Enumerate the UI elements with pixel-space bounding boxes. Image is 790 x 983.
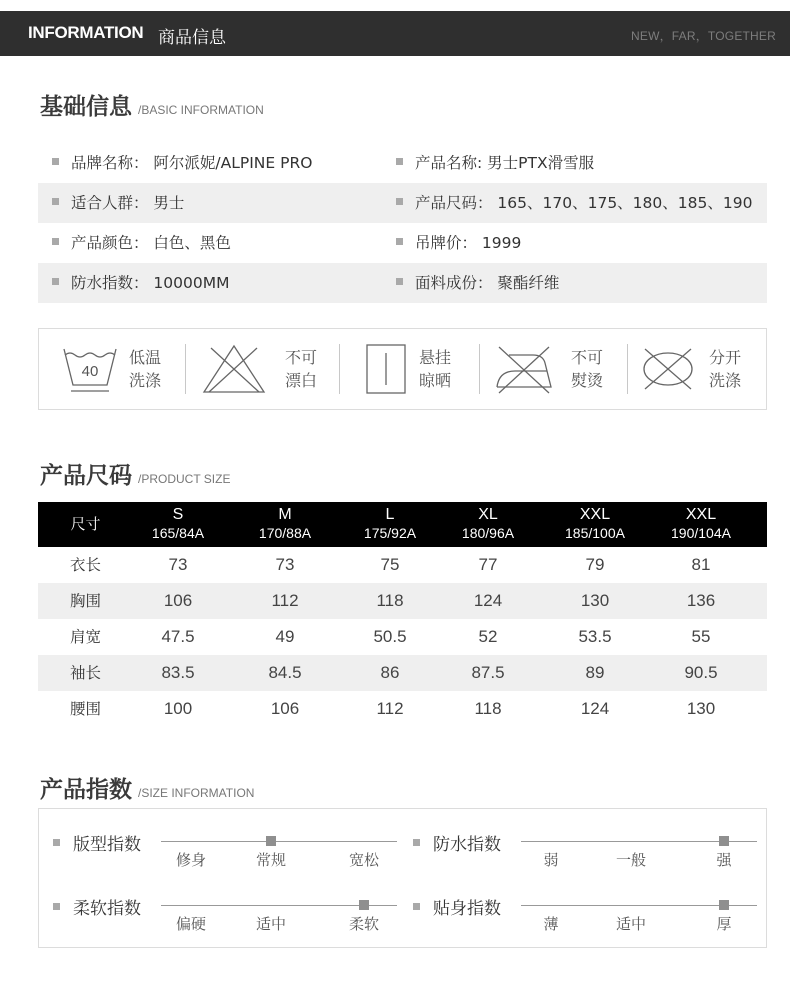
info-cell (396, 223, 521, 263)
bullet-icon (396, 238, 403, 245)
row-label: 胸围 (69, 592, 101, 610)
index-title: 防水指数 (433, 835, 501, 855)
table-row (38, 547, 767, 583)
table-cell: 81 (691, 555, 711, 574)
size-heading (40, 457, 230, 490)
table-cell: 86 (380, 663, 400, 682)
bullet-icon (52, 198, 59, 205)
index-heading-cn: 产品指数 (40, 777, 132, 803)
index-scale-label: 柔软 (348, 915, 379, 933)
bullet-icon (52, 158, 59, 165)
info-text: 产品颜色： 白色、黑色 (71, 234, 231, 252)
index-scale-label: 偏硬 (175, 915, 206, 933)
info-row (38, 263, 767, 303)
no-iron-icon (493, 341, 555, 397)
table-row (38, 655, 767, 691)
wash-40-icon (61, 341, 119, 397)
basic-info-heading-en: /BASIC INFORMATION (138, 103, 264, 117)
size-column-header: XL 180/96A (461, 506, 515, 541)
row-label: 肩宽 (69, 628, 101, 646)
bullet-icon (52, 278, 59, 285)
table-row (38, 691, 767, 727)
size-column-header: XXL 190/104A (671, 506, 731, 541)
no-bleach-icon (201, 342, 267, 396)
table-cell: 53.5 (578, 627, 612, 646)
row-label: 衣长 (69, 556, 101, 574)
index-scale-label: 适中 (255, 915, 286, 933)
table-cell: 73 (168, 555, 188, 574)
info-row (38, 183, 767, 223)
info-cell (52, 223, 231, 263)
index-item (399, 809, 759, 873)
care-label: 分开 洗涤 (709, 348, 742, 390)
table-row (38, 583, 767, 619)
index-panel (38, 808, 767, 948)
index-scale-label: 强 (716, 851, 732, 869)
info-text: 吊牌价： 1999 (415, 234, 522, 252)
care-item-low-temp-wash (61, 329, 201, 409)
care-label: 悬挂 晾晒 (419, 348, 452, 390)
table-cell: 50.5 (373, 627, 407, 646)
index-heading-en: /SIZE INFORMATION (138, 786, 255, 800)
index-level-marker (719, 900, 729, 910)
basic-info-heading-cn: 基础信息 (40, 94, 132, 120)
divider (627, 344, 628, 394)
size-column-header: S 165/84A (151, 506, 205, 541)
info-text: 适合人群： 男士 (71, 194, 185, 212)
header-label: 尺寸 (70, 515, 101, 533)
table-cell: 124 (473, 591, 503, 610)
care-label: 低温 洗涤 (129, 348, 162, 390)
table-cell: 124 (580, 699, 610, 718)
table-cell: 83.5 (161, 663, 195, 682)
index-scale-label: 厚 (716, 915, 732, 933)
index-title: 版型指数 (73, 835, 141, 855)
wash-temp-number: 40 (81, 363, 99, 380)
info-text: 品牌名称： 阿尔派妮/ALPINE PRO (71, 154, 313, 172)
table-cell: 52 (478, 627, 498, 646)
size-column-header: M 170/88A (258, 506, 312, 541)
info-cell (396, 143, 594, 183)
table-cell: 100 (163, 699, 193, 718)
index-title: 贴身指数 (433, 899, 501, 919)
table-cell: 112 (376, 699, 404, 718)
index-scale-label: 薄 (543, 915, 559, 933)
bullet-icon (53, 903, 60, 910)
divider (185, 344, 186, 394)
banner-title-en: INFORMATION (28, 23, 144, 42)
index-scale-label: 弱 (543, 851, 559, 869)
index-scale-label: 一般 (615, 851, 646, 869)
bullet-icon (396, 278, 403, 285)
info-text: 产品尺码： 165、170、175、180、185、190 (415, 194, 753, 212)
info-cell (52, 143, 312, 183)
info-row (38, 143, 767, 183)
table-cell: 79 (585, 555, 605, 574)
table-cell: 106 (163, 591, 193, 610)
top-banner (0, 11, 790, 56)
index-level-marker (359, 900, 369, 910)
info-text: 产品名称: 男士PTX滑雪服 (415, 154, 595, 172)
size-table-header (38, 502, 767, 547)
table-cell: 130 (686, 699, 716, 718)
divider (339, 344, 340, 394)
hang-dry-icon (363, 341, 409, 397)
table-row (38, 619, 767, 655)
table-cell: 55 (691, 627, 711, 646)
table-cell: 106 (270, 699, 300, 718)
size-column-header: L 175/92A (363, 506, 417, 541)
info-cell (396, 183, 752, 223)
basic-info-table (38, 143, 767, 303)
bullet-icon (413, 839, 420, 846)
bullet-icon (396, 198, 403, 205)
care-label: 不可 熨烫 (571, 348, 604, 390)
table-cell: 118 (474, 699, 502, 718)
size-heading-en: /PRODUCT SIZE (138, 472, 231, 486)
bullet-icon (53, 839, 60, 846)
size-heading-cn: 产品尺码 (40, 463, 132, 489)
info-row (38, 223, 767, 263)
care-item-no-iron (493, 329, 633, 409)
care-instructions (38, 328, 767, 410)
info-cell (52, 263, 229, 303)
care-item-no-bleach (199, 329, 349, 409)
index-scale-line (161, 841, 397, 842)
bullet-icon (413, 903, 420, 910)
care-item-hang-dry (359, 329, 499, 409)
table-cell: 75 (380, 555, 400, 574)
table-cell: 77 (478, 555, 498, 574)
index-item (39, 873, 399, 937)
row-label: 袖长 (69, 664, 101, 682)
table-cell: 84.5 (268, 663, 302, 682)
index-scale-label: 修身 (175, 851, 206, 869)
size-table-body (38, 547, 767, 727)
table-cell: 49 (275, 627, 295, 646)
info-cell (52, 183, 184, 223)
banner-title-cn: 商品信息 (158, 28, 226, 48)
table-cell: 87.5 (471, 663, 505, 682)
info-text: 面料成份： 聚酯纤维 (415, 274, 560, 292)
table-cell: 90.5 (684, 663, 718, 682)
index-scale-label: 常规 (255, 851, 286, 869)
index-item (39, 809, 399, 873)
table-cell: 73 (275, 555, 295, 574)
basic-info-heading (40, 88, 264, 121)
table-cell: 130 (580, 591, 610, 610)
separate-wash-icon (639, 341, 697, 397)
index-scale-label: 适中 (615, 915, 646, 933)
info-cell (396, 263, 559, 303)
banner-tagline: NEW，FAR，TOGETHER (631, 29, 776, 43)
table-cell: 47.5 (161, 627, 195, 646)
care-label: 不可 漂白 (285, 348, 318, 390)
index-title: 柔软指数 (73, 899, 141, 919)
index-item (399, 873, 759, 937)
divider (479, 344, 480, 394)
index-scale-label: 宽松 (348, 851, 379, 869)
row-label: 腰围 (69, 700, 101, 718)
bullet-icon (52, 238, 59, 245)
table-cell: 118 (376, 591, 404, 610)
care-item-separate-wash (639, 329, 767, 409)
table-cell: 89 (585, 663, 605, 682)
index-heading (40, 771, 254, 804)
size-column-header: XXL 185/100A (565, 506, 625, 541)
index-level-marker (719, 836, 729, 846)
size-table (38, 502, 767, 727)
info-text: 防水指数： 10000MM (71, 274, 230, 292)
bullet-icon (396, 158, 403, 165)
index-level-marker (266, 836, 276, 846)
table-cell: 112 (271, 591, 299, 610)
table-cell: 136 (686, 591, 716, 610)
